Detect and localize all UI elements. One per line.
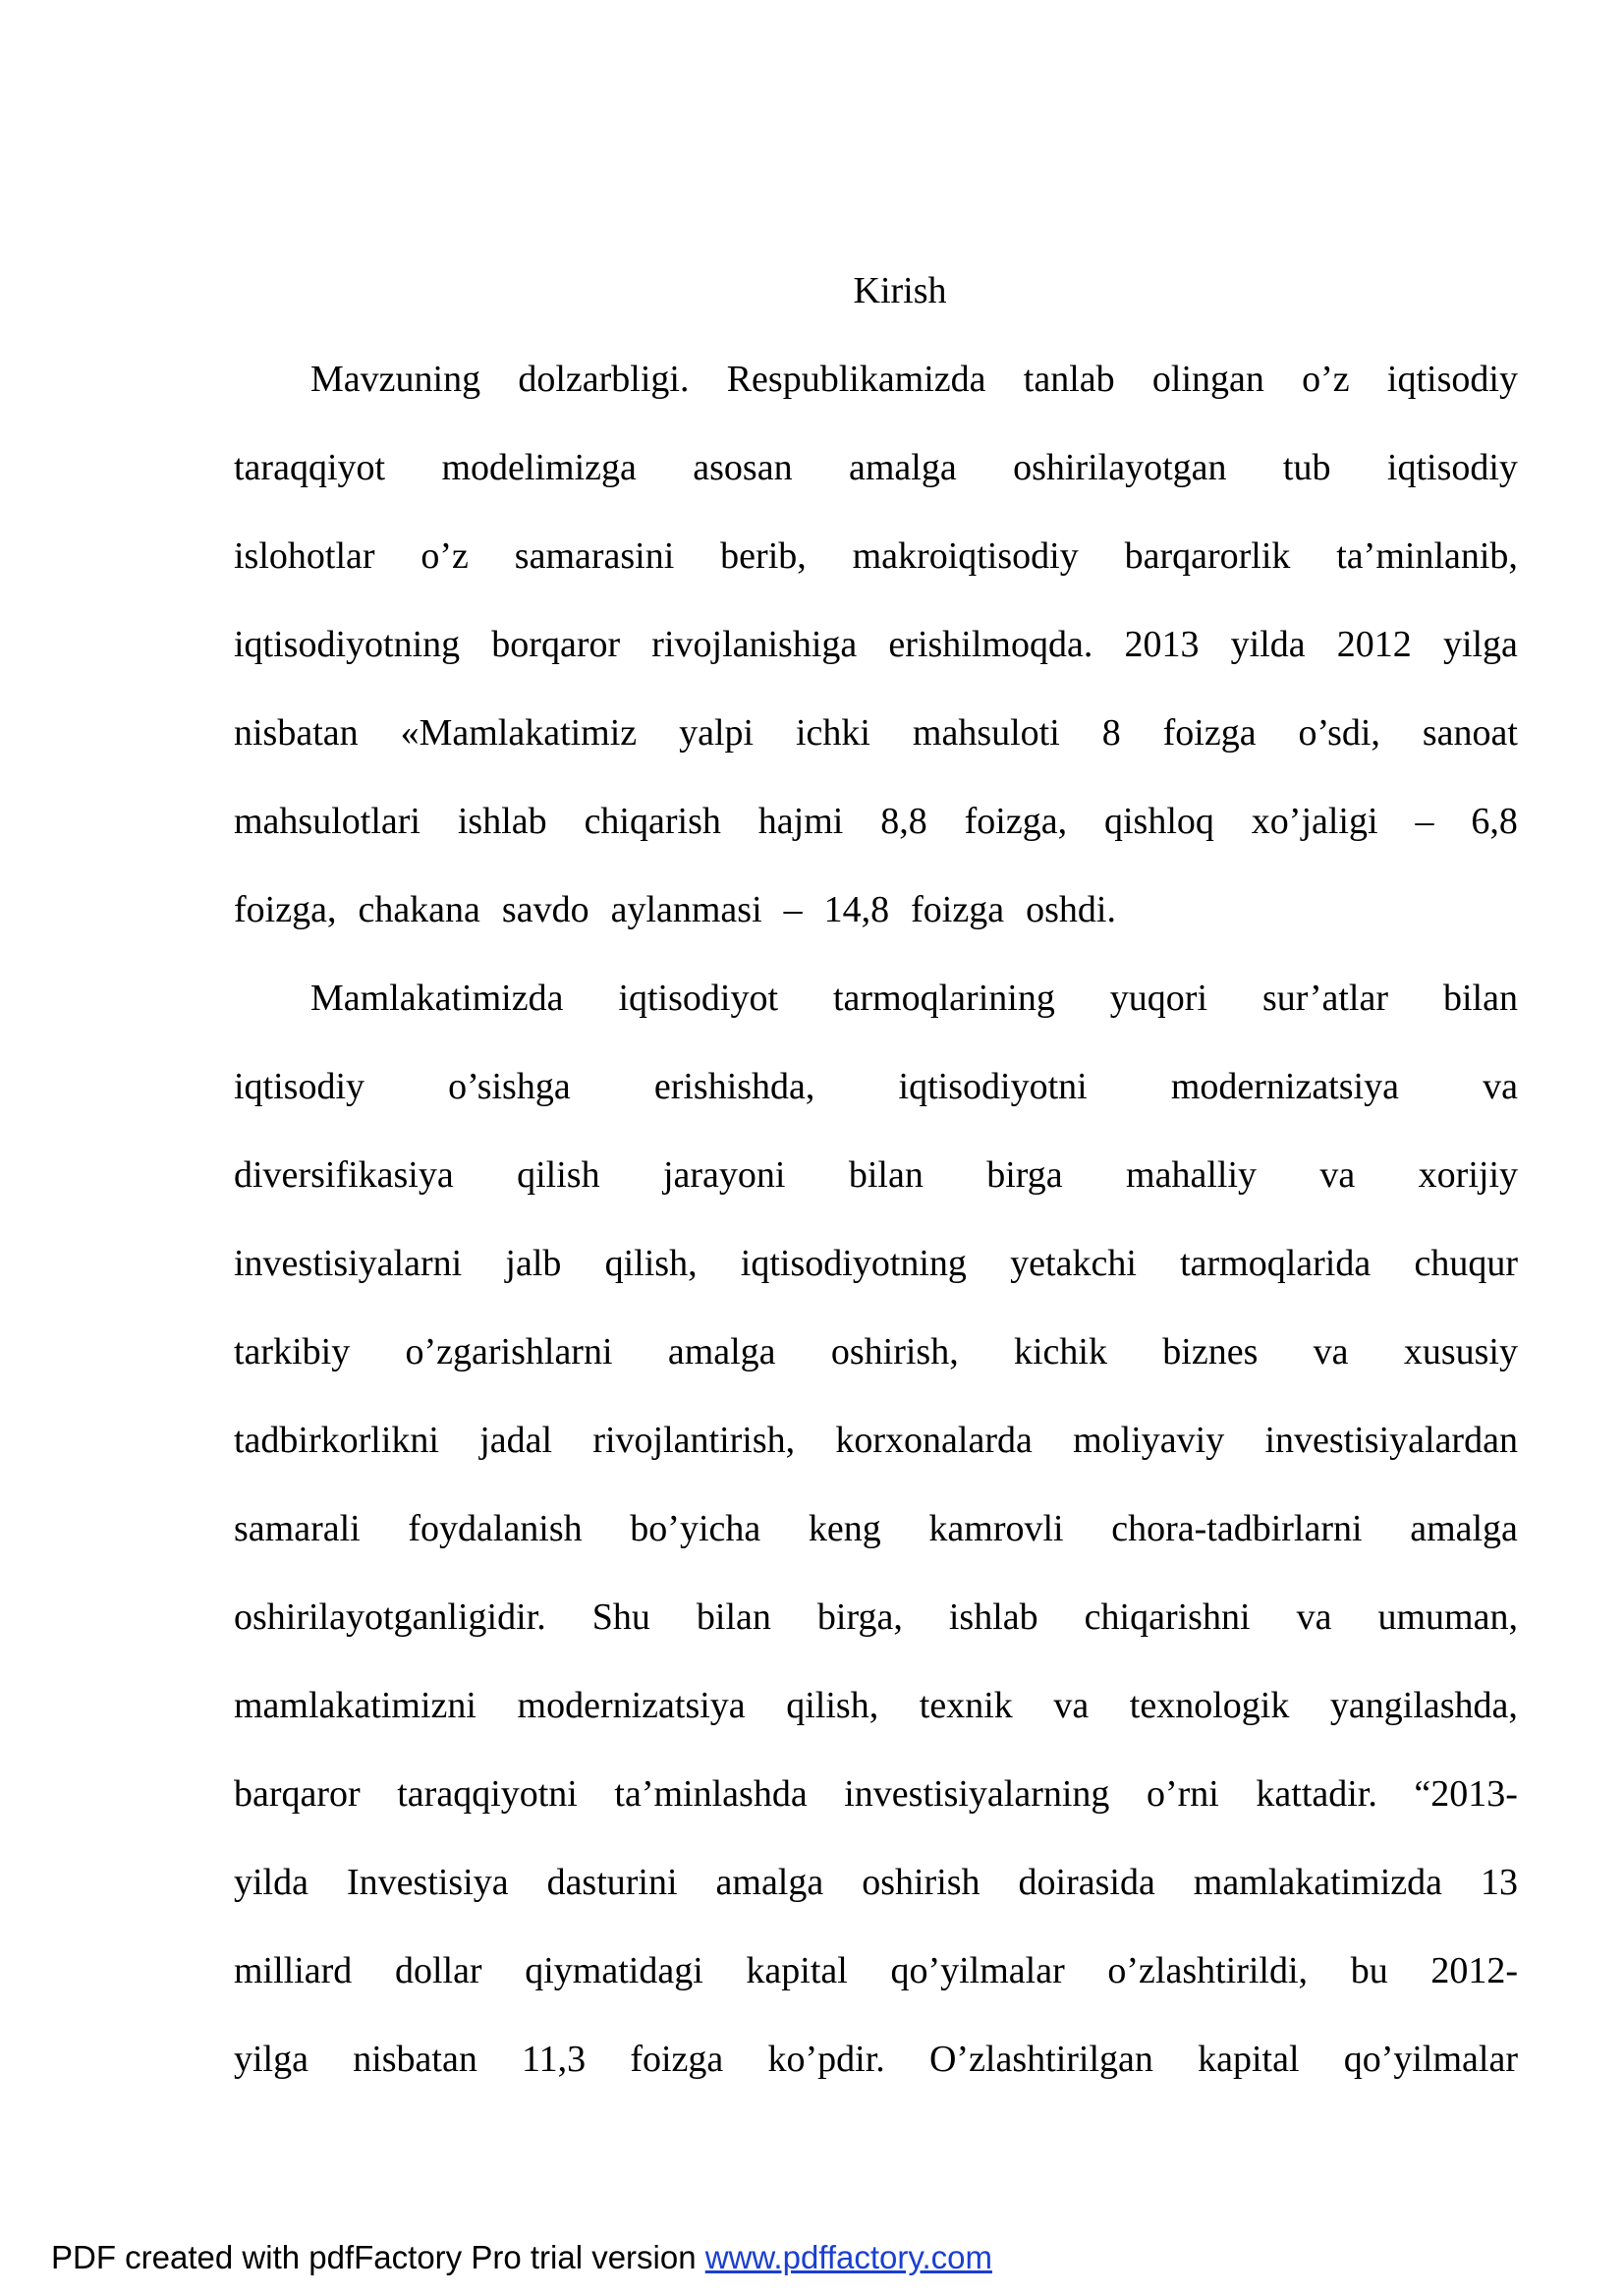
- text-line: barqaror taraqqiyotni ta’minlashda investisiyalarning o’rni kattadir. “2013-: [234, 1773, 1518, 1815]
- footer-text: PDF created with pdfFactory Pro trial version: [51, 2239, 705, 2275]
- text-line: yilga nisbatan 11,3 foizga ko’pdir. O’zlashtirilgan kapital qo’yilmalar: [234, 2039, 1518, 2080]
- document-body: [234, 352, 1518, 2120]
- text-line: samarali foydalanish bo’yicha keng kamrovli chora-tadbirlarni amalga: [234, 1508, 1518, 1549]
- page-title: Kirish: [853, 270, 947, 311]
- text-line: Mamlakatimizda iqtisodiyot tarmoqlarining yuqori sur’atlar bilan: [310, 978, 1518, 1019]
- text-line: foizga, chakana savdo aylanmasi – 14,8 foizga oshdi.: [234, 889, 1116, 930]
- text-line: tadbirkorlikni jadal rivojlantirish, korxonalarda moliyaviy investisiyalardan: [234, 1420, 1518, 1461]
- text-line: mahsulotlari ishlab chiqarish hajmi 8,8 foizga, qishloq xo’jaligi – 6,8: [234, 801, 1518, 842]
- text-line: milliard dollar qiymatidagi kapital qo’yilmalar o’zlashtirildi, bu 2012-: [234, 1950, 1518, 1991]
- text-line: iqtisodiy o’sishga erishishda, iqtisodiyotni modernizatsiya va: [234, 1066, 1518, 1107]
- footer-link[interactable]: www.pdffactory.com: [704, 2239, 992, 2275]
- pdf-footer: [51, 2239, 992, 2276]
- text-line: investisiyalarni jalb qilish, iqtisodiyotning yetakchi tarmoqlarida chuqur: [234, 1243, 1518, 1284]
- text-line: mamlakatimizni modernizatsiya qilish, texnik va texnologik yangilashda,: [234, 1685, 1518, 1726]
- text-line: diversifikasiya qilish jarayoni bilan birga mahalliy va xorijiy: [234, 1154, 1518, 1196]
- text-line: iqtisodiyotning borqaror rivojlanishiga erishilmoqda. 2013 yilda 2012 yilga: [234, 624, 1518, 665]
- text-line: yilda Investisiya dasturini amalga oshirish doirasida mamlakatimizda 13: [234, 1862, 1518, 1903]
- text-line: Mavzuning dolzarbligi. Respublikamizda tanlab olingan o’z iqtisodiy: [310, 359, 1518, 400]
- text-line: oshirilayotganligidir. Shu bilan birga, ishlab chiqarishni va umuman,: [234, 1596, 1518, 1638]
- text-line: tarkibiy o’zgarishlarni amalga oshirish, kichik biznes va xususiy: [234, 1331, 1518, 1372]
- text-line: taraqqiyot modelimizga asosan amalga oshirilayotgan tub iqtisodiy: [234, 447, 1518, 488]
- text-line: islohotlar o’z samarasini berib, makroiqtisodiy barqarorlik ta’minlanib,: [234, 535, 1518, 577]
- text-line: nisbatan «Mamlakatimiz yalpi ichki mahsuloti 8 foizga o’sdi, sanoat: [234, 712, 1518, 754]
